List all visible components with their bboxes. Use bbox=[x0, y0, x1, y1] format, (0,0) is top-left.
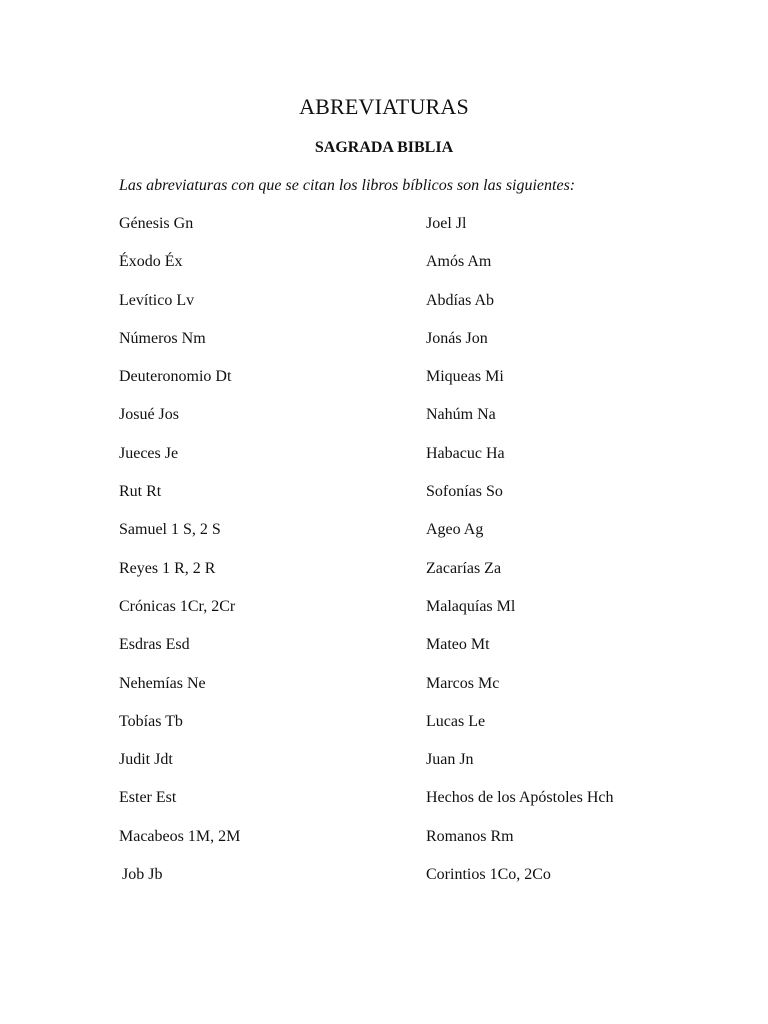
books-list-right bbox=[426, 214, 614, 903]
list-item: Malaquías Ml bbox=[426, 597, 516, 615]
list-item: Sofonías So bbox=[426, 483, 503, 501]
list-item: Job Jb bbox=[122, 866, 163, 884]
list-item: Números Nm bbox=[119, 329, 206, 347]
list-item: Tobías Tb bbox=[119, 712, 183, 730]
list-item: Ester Est bbox=[119, 789, 177, 807]
list-item: Nahúm Na bbox=[426, 406, 496, 424]
list-item: Génesis Gn bbox=[119, 215, 194, 232]
list-item: Jueces Je bbox=[119, 444, 179, 462]
list-item: Nehemías Ne bbox=[119, 674, 206, 692]
list-item: Levítico Lv bbox=[119, 291, 195, 309]
list-item: Rut Rt bbox=[119, 483, 162, 501]
list-item: Hechos de los Apóstoles Hch bbox=[426, 789, 614, 807]
list-item: Esdras Esd bbox=[119, 636, 190, 654]
intro-paragraph: Las abreviaturas con que se citan los libros bíblicos son las siguientes: bbox=[119, 177, 576, 194]
list-item: Deuteronomio Dt bbox=[119, 368, 232, 386]
list-item: Miqueas Mi bbox=[426, 368, 504, 386]
list-item: Lucas Le bbox=[426, 712, 486, 730]
list-item: Habacuc Ha bbox=[426, 444, 505, 462]
list-item: Corintios 1Co, 2Co bbox=[426, 866, 551, 884]
list-item: Joel Jl bbox=[426, 215, 467, 232]
list-item: Judit Jdt bbox=[119, 751, 173, 769]
list-item: Ageo Ag bbox=[426, 521, 484, 539]
list-item: Romanos Rm bbox=[426, 827, 514, 845]
page-title: ABREVIATURAS bbox=[299, 94, 469, 119]
list-item: Jonás Jon bbox=[426, 329, 488, 347]
list-item: Abdías Ab bbox=[426, 291, 494, 309]
list-item: Éxodo Éx bbox=[119, 253, 183, 271]
list-item: Marcos Mc bbox=[426, 674, 500, 692]
list-item: Mateo Mt bbox=[426, 636, 490, 654]
list-item: Reyes 1 R, 2 R bbox=[119, 559, 216, 577]
list-item: Crónicas 1Cr, 2Cr bbox=[119, 597, 236, 615]
page-subtitle: SAGRADA BIBLIA bbox=[314, 139, 454, 156]
list-item: Macabeos 1M, 2M bbox=[119, 827, 241, 845]
list-item: Juan Jn bbox=[426, 751, 474, 769]
list-item: Josué Jos bbox=[119, 406, 180, 424]
list-item: Zacarías Za bbox=[426, 559, 502, 577]
books-list-left bbox=[119, 214, 240, 903]
list-item: Amós Am bbox=[426, 253, 492, 271]
list-item: Samuel 1 S, 2 S bbox=[119, 521, 221, 539]
